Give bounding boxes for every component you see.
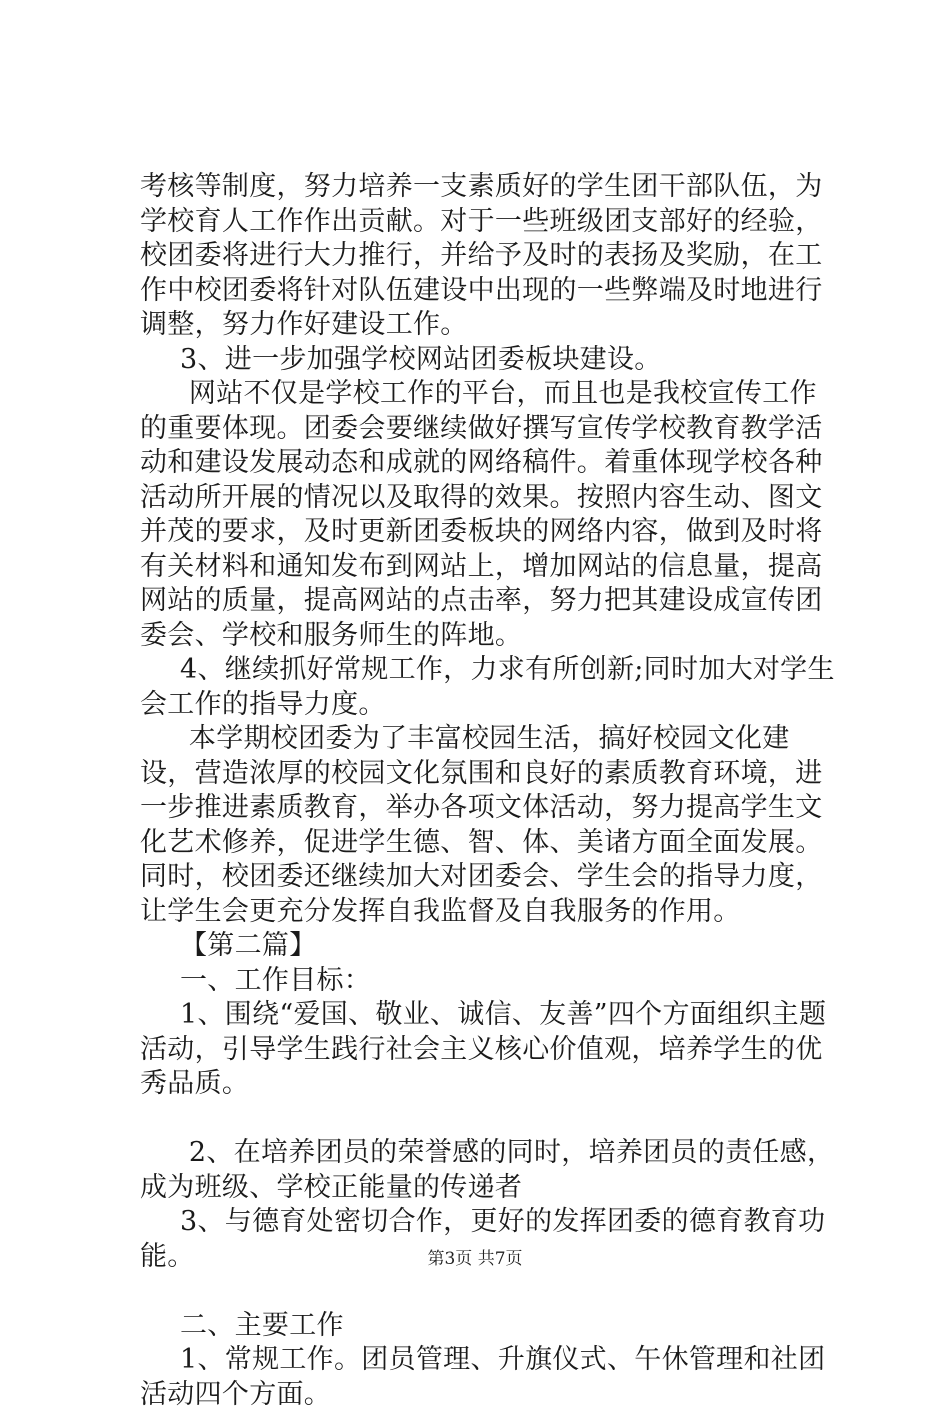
paragraph-item-4-heading: 4、继续抓好常规工作，力求有所创新;同时加大对学生会工作的指导力度。 — [140, 654, 835, 720]
heading-main-work: 二、主要工作 — [180, 1309, 344, 1341]
paragraph-semester-activities: 本学期校团委为了丰富校园生活，搞好校园文化建设，营造浓厚的校园文化氛围和良好的素质教育环境，进一步推进素质教育，举办各项文体活动，努力提高学生文化艺术修养，促进学生德、智、体、美诸方面全面发展。同时，校团委还继续加大对团委会、学生会的指导力度，让学生会更充分发挥自我监督及自我服务的作用。 — [140, 723, 823, 927]
heading-work-goals: 一、工作目标： — [180, 964, 372, 996]
paragraph-spacer — [140, 1102, 840, 1137]
section-heading-second-part: 【第二篇】 — [180, 930, 317, 961]
page-number-footer: 第3页 共7页 — [427, 1249, 523, 1269]
work-item-1: 1、常规工作。团员管理、升旗仪式、午休管理和社团活动四个方面。 — [140, 1344, 826, 1410]
paragraph-spacer — [140, 1274, 840, 1309]
goal-item-1: 1、围绕“爱国、敬业、诚信、友善”四个方面组织主题活动，引导学生践行社会主义核心价值观，培养学生的优秀品质。 — [140, 999, 827, 1099]
paragraph-website: 网站不仅是学校工作的平台，而且也是我校宣传工作的重要体现。团委会要继续做好撰写宣传学校教育教学活动和建设发展动态和成就的网络稿件。着重体现学校各种活动所开展的情况以及取得的效果。按照内容生动、图文并茂的要求，及时更新团委板块的网络内容，做到及时将有关材料和通知发布到网站上，增加网站的信息量，提高网站的质量，提高网站的点击率，努力把其建设成宣传团委会、学校和服务师生的阵地。 — [140, 378, 823, 651]
goal-item-3: 3、与德育处密切合作，更好的发挥团委的德育教育功能。 — [140, 1206, 826, 1272]
goal-item-2: 2、在培养团员的荣誉感的同时，培养团员的责任感，成为班级、学校正能量的传递者 — [140, 1137, 835, 1203]
paragraph-continuation: 考核等制度，努力培养一支素质好的学生团干部队伍，为学校育人工作作出贡献。对于一些班级团支部好的经验，校团委将进行大力推行，并给予及时的表扬及奖励，在工作中校团委将针对队伍建设中出现的一些弊端及时地进行调整，努力作好建设工作。 — [140, 171, 823, 340]
paragraph-item-3-heading: 3、进一步加强学校网站团委板块建设。 — [180, 343, 662, 375]
document-body — [140, 170, 840, 1412]
